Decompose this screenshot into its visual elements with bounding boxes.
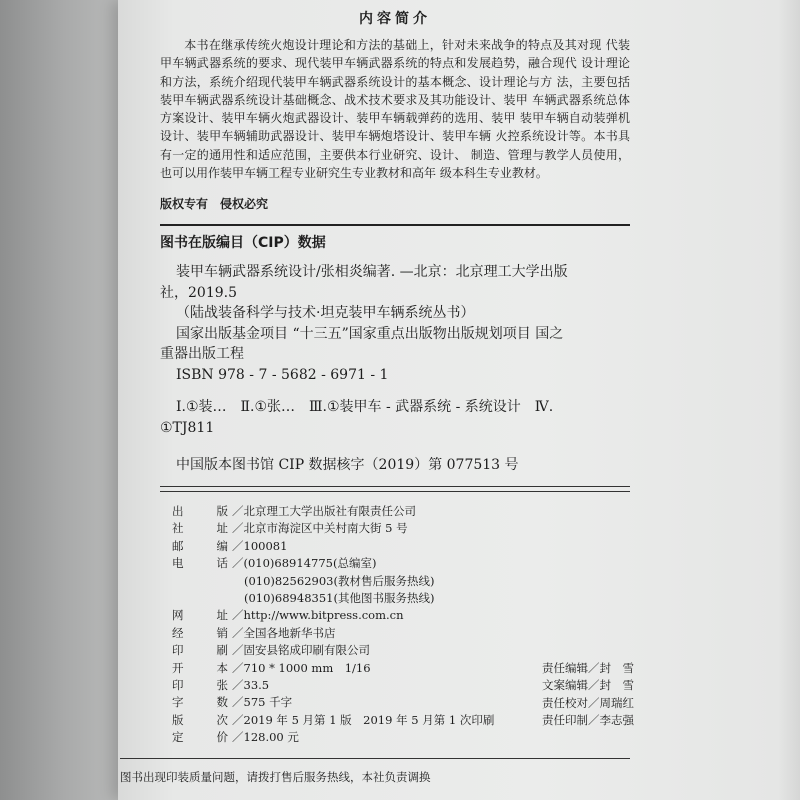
editor-credit: 责任校对／周瑞红 <box>542 695 634 710</box>
cip-classification: Ⅰ.①装… Ⅱ.①张… Ⅲ.①装甲车 - 武器系统 - 系统设计 Ⅳ. <box>176 399 554 415</box>
cip-title: 图书在版编目（CIP）数据 <box>160 235 326 251</box>
pub-row-printer: 印 刷 ／固安县铭成印刷有限公司 <box>172 643 370 658</box>
divider <box>160 491 630 492</box>
summary-line: 装甲车辆自动装弹机设计、装甲车辆辅助武器设计、装甲车辆炮塔设计、装甲车辆 <box>160 111 630 144</box>
cip-isbn: ISBN 978 - 7 - 5682 - 6971 - 1 <box>176 366 389 383</box>
pub-row-words: 字 数 ／575 千字 <box>172 695 293 710</box>
summary-text <box>160 36 630 182</box>
summary-line: 代装甲车辆武器系统的要求、现代装甲车辆武器系统的特点和发展趋势，融合现代 <box>160 38 630 71</box>
cip-classification: ①TJ811 <box>160 419 215 436</box>
editor-credits <box>542 660 634 730</box>
summary-line: 本书在继承传统火炮设计理论和方法的基础上，针对未来战争的特点及其对现 <box>184 38 602 52</box>
pub-row-phone-2: (010)82562903(教材售后服务热线) <box>244 573 435 588</box>
pub-row-edition: 版 次 ／2019 年 5 月第 1 版 2019 年 5 月第 1 次印刷 <box>172 712 495 727</box>
divider <box>160 486 630 487</box>
pub-row-distributor: 经 销 ／全国各地新华书店 <box>172 625 336 640</box>
pub-row-address: 社 址 ／北京市海淀区中关村南大街 5 号 <box>172 521 408 536</box>
summary-line: 火控系统设计等。本书具有一定的通用性和适应范围，主要供本行业研究、设计、 <box>160 129 630 162</box>
cip-line: 装甲车辆武器系统设计/张相炎编著. —北京：北京理工大学出版 <box>176 264 568 280</box>
pub-row-website: 网 址 ／http://www.bitpress.com.cn <box>172 608 404 623</box>
summary-line: 级本科生专业教材。 <box>439 166 548 181</box>
pub-row-publisher: 出 版 ／北京理工大学出版社有限责任公司 <box>172 504 416 518</box>
summary-line: 车辆武器系统总体方案设计、装甲车辆火炮武器设计、装甲车辆载弹药的选用、装甲 <box>160 92 630 126</box>
pub-row-price: 定 价 ／128.00 元 <box>172 730 299 745</box>
cip-line: 重器出版工程 <box>160 346 244 362</box>
cip-line: 国家出版基金项目 “十三五”国家重点出版物出版规划项目 国之 <box>176 325 564 342</box>
cip-line: 社，2019.5 <box>160 284 237 301</box>
divider <box>160 224 630 226</box>
rights-notice: 版权专有 侵权必究 <box>160 197 269 211</box>
divider <box>120 758 630 759</box>
quality-notice: 图书出现印装质量问题，请拨打售后服务热线，本社负责调换 <box>120 770 431 784</box>
page-shadow <box>778 0 800 800</box>
editor-credit: 文案编辑／封 雪 <box>542 678 634 693</box>
summary-heading: 内容简介 <box>359 11 431 27</box>
cip-series: （陆战装备科学与技术·坦克装甲车辆系统丛书） <box>176 305 475 321</box>
cip-verification: 中国版本图书馆 CIP 数据核字（2019）第 077513 号 <box>176 457 519 473</box>
pub-row-phone: 电 话 ／(010)68914775(总编室) <box>172 556 377 571</box>
pub-row-sheets: 印 张 ／33.5 <box>172 678 270 693</box>
pub-row-postcode: 邮 编 ／100081 <box>172 538 288 553</box>
summary-line: 制造、管理与教学人员使用，也可以用作装甲车辆工程专业研究生专业教材和高年 <box>160 147 630 181</box>
editor-credit: 责任印制／李志强 <box>542 713 634 728</box>
cip-record <box>160 262 630 438</box>
pub-row-phone-3: (010)68948351(其他图书服务热线) <box>244 591 435 606</box>
editor-credit: 责任编辑／封 雪 <box>542 661 634 675</box>
summary-line: 设计理论和方法，系统介绍现代装甲车辆武器系统设计的基本概念、设计理论与方 <box>160 56 630 89</box>
pub-row-format: 开 本 ／710 * 1000 mm 1/16 <box>172 660 371 675</box>
summary-line: 法，主要包括装甲车辆武器系统设计基础概念、战术技术要求及其功能设计、装甲 <box>160 74 630 107</box>
